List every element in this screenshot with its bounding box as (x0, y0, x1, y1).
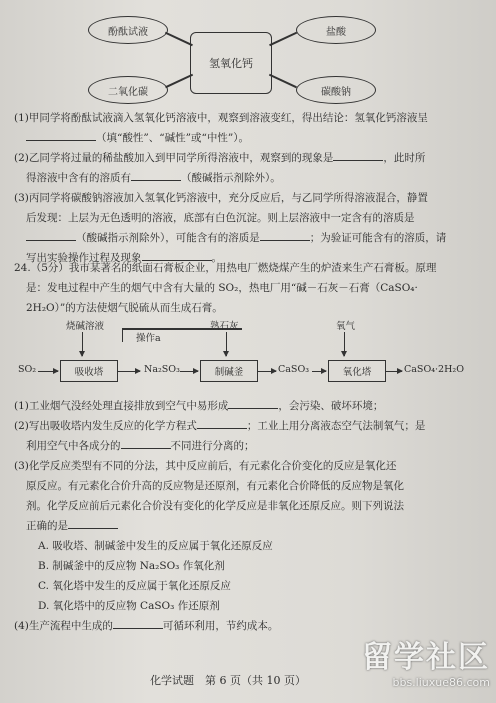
flow-arrow (118, 371, 140, 372)
connector-line (165, 74, 193, 88)
answer-blank[interactable] (228, 396, 278, 409)
alkali-kettle-box: 制碱釜 (200, 360, 258, 382)
connector-line (269, 74, 297, 88)
gypsum-product-label: CaSO₄·2H₂O (404, 364, 464, 375)
q24-part2-line1: (2)写出吸收塔内发生反应的化学方程式 ；工业上用分离液态空气法制氧气；是 (14, 416, 486, 436)
na2so3-label: Na₂SO₃ (144, 364, 180, 375)
q23-part3-line1: (3)丙同学将碳酸钠溶液加入氢氧化钙溶液中，充分反应后，与乙同学所得溶液混合，静置 (14, 192, 428, 204)
so2-input-label: SO₂ (18, 364, 37, 375)
carbon-dioxide-node: 二氧化碳 (88, 76, 168, 104)
q24-part3-line3: 剂。化学反应前后元素化合价没有变化的化学反应是非氧化还原反应。则下列说法 (26, 500, 404, 512)
phenolphthalein-node: 酚酞试液 (88, 16, 168, 44)
q23-part3-line3: （酸碱指示剂除外），可能含有的溶质是 ；为验证可能含有的溶质，请 (14, 228, 486, 248)
question-24-parts (14, 396, 486, 636)
q23-part3-line4: 写出实验操作过程及现象 。 (14, 248, 486, 268)
flow-arrow (312, 371, 326, 372)
flow-arrow (386, 371, 402, 372)
process-flow-diagram (14, 316, 484, 396)
question-24-intro (14, 258, 486, 318)
answer-blank[interactable] (131, 168, 181, 181)
calcium-hydroxide-node: 氢氧化钙 (190, 32, 272, 94)
flow-arrow (258, 371, 276, 372)
answer-blank[interactable] (26, 228, 76, 241)
q24-intro-line2: 是：发电过程中产生的烟气中含有大量的 SO₂，热电厂用“碱－石灰－石膏（CaSO₄· (26, 282, 418, 294)
answer-blank[interactable] (197, 416, 247, 429)
question-23-parts (14, 108, 486, 268)
answer-blank[interactable] (333, 148, 383, 161)
q24-part4: (4)生产流程中生成的 可循环利用，节约成本。 (14, 616, 486, 636)
connector-line (165, 32, 193, 46)
option-d: D. 氧化塔中的反应物 CaSO₃ 作还原剂 (38, 600, 220, 612)
input-arrow (82, 332, 83, 356)
q24-part3-line2: 原反应。有元素化合价升高的反应物是还原剂，有元素化合价降低的反应物是氧化 (26, 480, 404, 492)
connector-line (122, 328, 123, 342)
flow-arrow (180, 371, 198, 372)
sodium-hydroxide-label: 烧碱溶液 (66, 321, 105, 332)
q24-intro-line1: 24.（5分）我市某著名的纸面石膏板企业，用热电厂燃烧煤产生的炉渣来生产石膏板。原理 (14, 262, 437, 274)
watermark-logo-text: 留学社区 (362, 640, 490, 675)
sodium-carbonate-node: 碳酸钠 (296, 76, 376, 104)
answer-blank[interactable] (121, 436, 171, 449)
connector-line (269, 32, 297, 46)
site-watermark (362, 632, 490, 689)
answer-blank[interactable] (260, 228, 310, 241)
q24-part3-line4: 正确的是 (14, 516, 486, 536)
reaction-diagram (60, 10, 440, 105)
q23-part2-line2: 得溶液中含有的溶质有 （酸碱指示剂除外）。 (14, 168, 486, 188)
absorption-tower-box: 吸收塔 (60, 360, 118, 382)
input-arrow (344, 332, 345, 356)
answer-blank[interactable] (26, 128, 96, 141)
operation-a-label: 操作a (136, 333, 161, 344)
input-arrow (226, 332, 227, 356)
option-b: B. 制碱釜中的反应物 Na₂SO₃ 作氧化剂 (38, 560, 225, 572)
q24-part3-line1: (3)化学反应类型有不同的分法，其中反应前后，有元素化合价变化的反应是氧化还 (14, 460, 397, 472)
answer-blank[interactable] (113, 616, 163, 629)
caso3-label: CaSO₃ (278, 364, 310, 375)
answer-blank[interactable] (68, 516, 118, 529)
hydrochloric-acid-node: 盐酸 (296, 16, 376, 44)
watermark-url: bbs.liuxue86.com (392, 676, 490, 689)
q23-part3-line2: 后发现：上层为无色透明的溶液，底部有白色沉淀。则上层溶液中一定含有的溶质是 (26, 212, 415, 224)
option-a: A. 吸收塔、制碱釜中发生的反应属于氧化还原反应 (38, 540, 273, 552)
q24-part1: (1)工业烟气没经处理直接排放到空气中易形成 ，会污染、破坏环境； (14, 396, 486, 416)
q23-part1-line2: （填“酸性”、“碱性”或“中性”）。 (14, 128, 486, 148)
q23-part1-line1: (1)甲同学将酚酞试液滴入氢氧化钙溶液中，观察到溶液变红，得出结论：氢氧化钙溶液呈 (14, 112, 428, 124)
q23-part2-line1: (2)乙同学将过量的稀盐酸加入到甲同学所得溶液中，观察到的现象是 ，此时所 (14, 148, 486, 168)
page-footer: 化学试题 第 6 页（共 10 页） (150, 674, 306, 687)
q24-part2-line2: 利用空气中各成分的 不同进行分离的； (14, 436, 486, 456)
option-c: C. 氧化塔中发生的反应属于氧化还原反应 (38, 580, 231, 592)
oxidation-tower-box: 氧化塔 (328, 360, 386, 382)
oxygen-label: 氧气 (336, 321, 356, 332)
slaked-lime-label: 熟石灰 (210, 321, 239, 332)
flow-arrow (38, 371, 58, 372)
q24-intro-line3: 2H₂O）”的方法使烟气脱硫从而生成石膏。 (26, 302, 223, 314)
